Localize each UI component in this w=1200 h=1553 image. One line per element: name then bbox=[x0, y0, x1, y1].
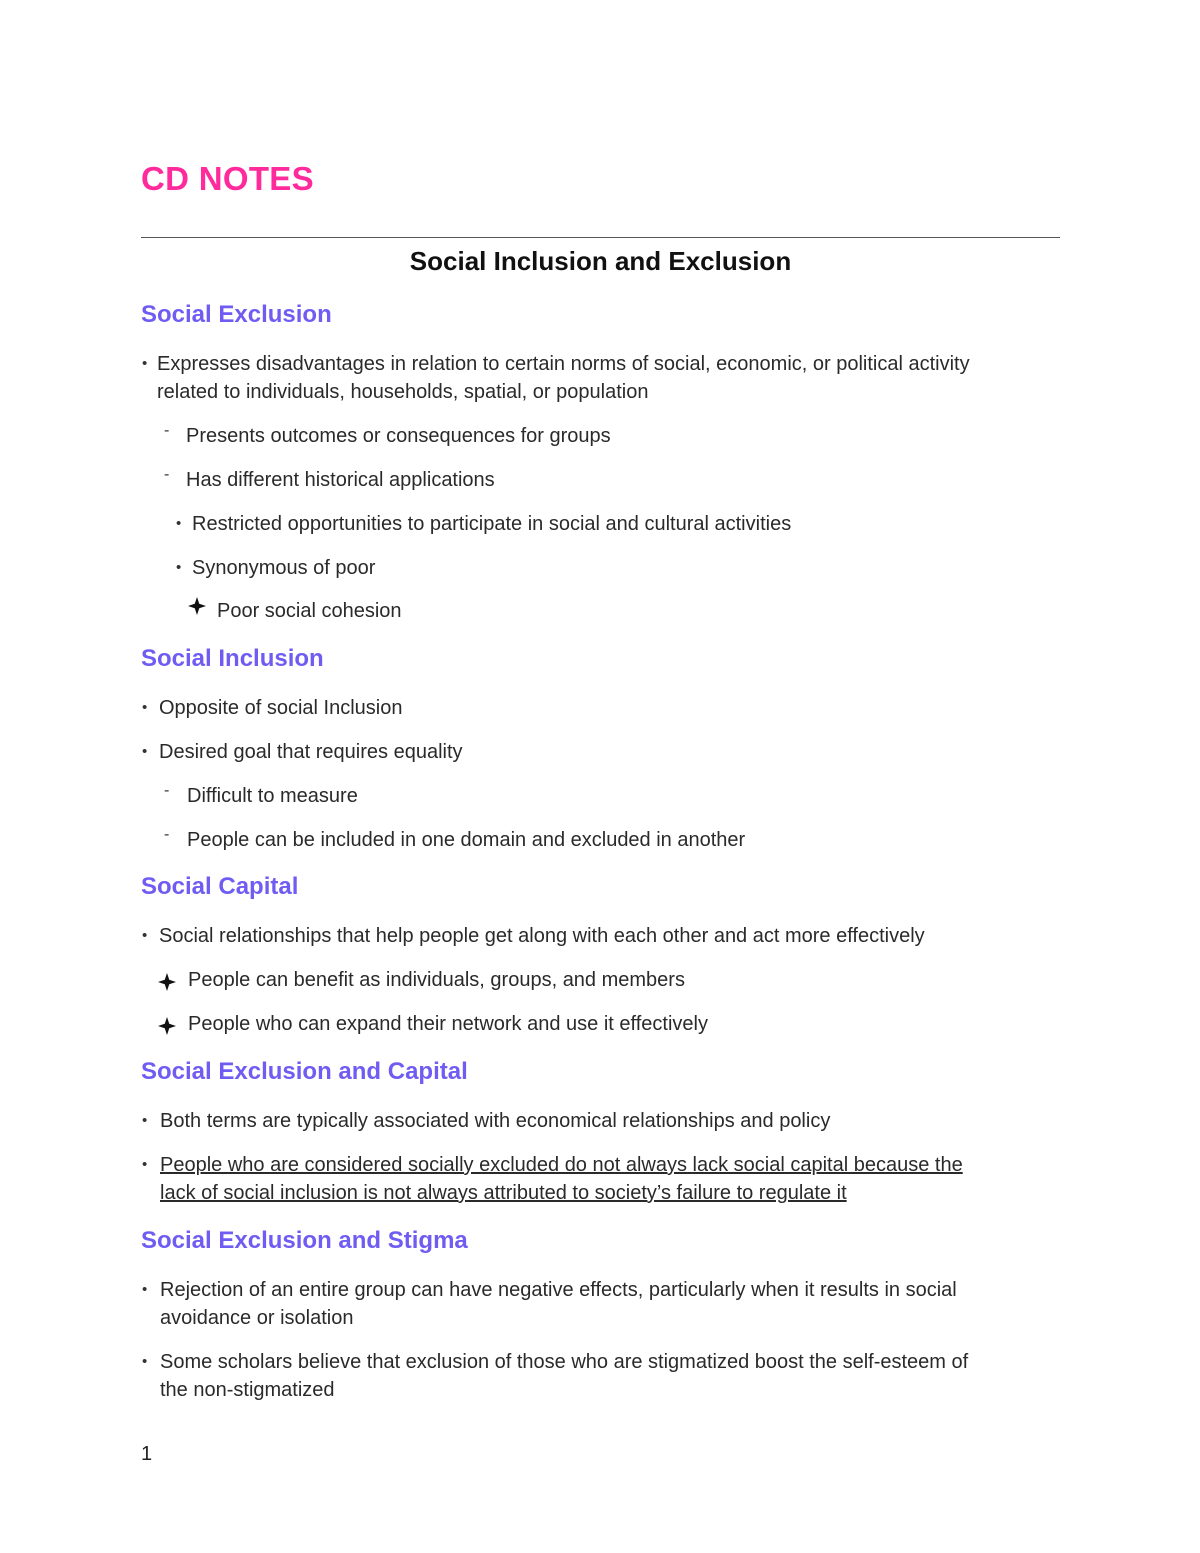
list-item: People who are considered socially excluded do not always lack social capital because the bbox=[160, 1154, 963, 1176]
dash-marker: - bbox=[164, 466, 170, 483]
bullet-marker: • bbox=[142, 355, 148, 372]
list-item: Presents outcomes or consequences for groups bbox=[186, 425, 611, 447]
list-item: Difficult to measure bbox=[187, 785, 358, 807]
list-item: Restricted opportunities to participate in social and cultural activities bbox=[192, 513, 792, 535]
section-heading-social-capital: Social Capital bbox=[141, 873, 299, 900]
section-heading-exclusion-and-capital: Social Exclusion and Capital bbox=[141, 1058, 468, 1085]
four-point-star-icon bbox=[158, 973, 176, 991]
list-item-continuation: avoidance or isolation bbox=[160, 1307, 354, 1329]
title-divider bbox=[141, 237, 1060, 238]
bullet-marker: • bbox=[176, 515, 182, 532]
bullet-marker: • bbox=[142, 927, 148, 944]
list-item: Some scholars believe that exclusion of those who are stigmatized boost the self-esteem of bbox=[160, 1351, 969, 1373]
list-item-continuation: lack of social inclusion is not always attributed to society’s failure to regulate it bbox=[160, 1182, 847, 1204]
list-item: People who can expand their network and use it effectively bbox=[188, 1013, 708, 1035]
list-item-continuation: related to individuals, households, spatial, or population bbox=[157, 381, 649, 403]
list-item: People can benefit as individuals, groups, and members bbox=[188, 969, 685, 991]
document-title: CD NOTES bbox=[141, 160, 314, 197]
four-point-star-icon bbox=[188, 597, 206, 615]
section-heading-social-inclusion: Social Inclusion bbox=[141, 645, 324, 672]
list-item: Expresses disadvantages in relation to certain norms of social, economic, or political activity bbox=[157, 353, 970, 375]
dash-marker: - bbox=[164, 422, 170, 439]
list-item-continuation: the non-stigmatized bbox=[160, 1379, 335, 1401]
document-subtitle: Social Inclusion and Exclusion bbox=[409, 246, 792, 276]
bullet-marker: • bbox=[142, 1281, 148, 1298]
list-item: Social relationships that help people get along with each other and act more effectively bbox=[159, 925, 925, 947]
list-item: People can be included in one domain and excluded in another bbox=[187, 829, 746, 851]
dash-marker: - bbox=[164, 782, 170, 799]
section-heading-exclusion-and-stigma: Social Exclusion and Stigma bbox=[141, 1227, 468, 1254]
dash-marker: - bbox=[164, 826, 170, 843]
list-item: Rejection of an entire group can have negative effects, particularly when it results in social bbox=[160, 1279, 957, 1301]
bullet-marker: • bbox=[142, 1353, 148, 1370]
bullet-marker: • bbox=[142, 1112, 148, 1129]
list-item: Desired goal that requires equality bbox=[159, 741, 463, 763]
bullet-marker: • bbox=[142, 743, 148, 760]
bullet-marker: • bbox=[142, 699, 148, 716]
bullet-marker: • bbox=[176, 559, 182, 576]
list-item: Has different historical applications bbox=[186, 469, 495, 491]
list-item: Opposite of social Inclusion bbox=[159, 697, 403, 719]
four-point-star-icon bbox=[158, 1017, 176, 1035]
list-item: Poor social cohesion bbox=[217, 600, 402, 622]
list-item: Synonymous of poor bbox=[192, 557, 376, 579]
page-number: 1 bbox=[141, 1443, 153, 1465]
section-heading-social-exclusion: Social Exclusion bbox=[141, 301, 332, 328]
list-item: Both terms are typically associated with economical relationships and policy bbox=[160, 1110, 831, 1132]
bullet-marker: • bbox=[142, 1156, 148, 1173]
